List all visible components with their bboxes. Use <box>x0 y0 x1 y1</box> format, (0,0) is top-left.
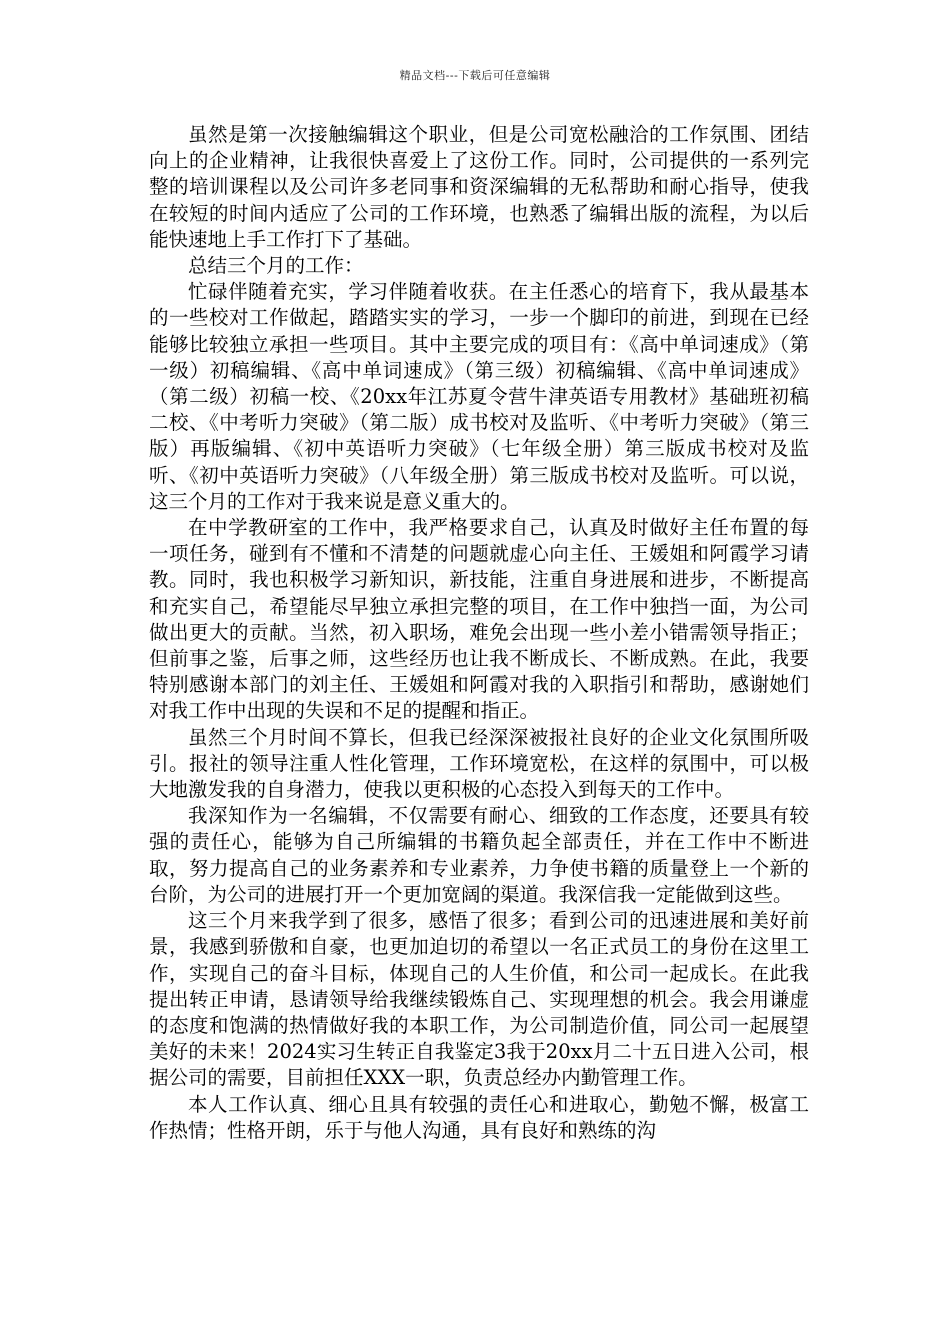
paragraph: 总结三个月的工作： <box>188 254 364 278</box>
paragraph: 虽然三个月时间不算长，但我已经深深被报社良好的企业文化氛围所吸引。报社的领导注重人性化管理，工作环境宽松，在这样的氛围中，可以极大地激发我的自身潜力，使我以更积极的心态投入到每天的工作中。 <box>149 725 809 802</box>
paragraph: 虽然是第一次接触编辑这个职业，但是公司宽松融洽的工作氛围、团结向上的企业精神，让我很快喜爱上了这份工作。同时，公司提供的一系列完整的培训课程以及公司许多老同事和资深编辑的无私帮助和耐心指导，使我在较短的时间内适应了公司的工作环境，也熟悉了编辑出版的流程，为以后能快速地上手工作打下了基础。 <box>149 123 809 251</box>
paragraph: 我深知作为一名编辑，不仅需要有耐心、细致的工作态度，还要具有较强的责任心，能够为自己所编辑的书籍负起全部责任，并在工作中不断进取，努力提高自己的业务素养和专业素养，力争使书籍的质量登上一个新的台阶，为公司的进展打开一个更加宽阔的渠道。我深信我一定能做到这些。 <box>149 804 809 906</box>
paragraph: 这三个月来我学到了很多，感悟了很多；看到公司的迅速进展和美好前景，我感到骄傲和自豪，也更加迫切的希望以一名正式员工的身份在这里工作，实现自己的奋斗目标，体现自己的人生价值，和公司一起成长。在此我提出转正申请，恳请领导给我继续锻炼自己、实现理想的机会。我会用谦虚的态度和饱满的热情做好我的本职工作，为公司制造价值，同公司一起展望美好的未来！2024实习生转正自我鉴定3我于20xx月二十五日进入公司，根据公司的需要，目前担任XXX一职，负责总经办内勤管理工作。 <box>149 909 809 1090</box>
page-header: 精品文档---下载后可任意编辑 <box>399 69 551 82</box>
paragraph: 忙碌伴随着充实，学习伴随着收获。在主任悉心的培育下，我从最基本的一些校对工作做起，踏踏实实的学习，一步一个脚印的前进，到现在已经能够比较独立承担一些项目。其中主要完成的项目有：《高中单词速成》（第一级）初稿编辑、《高中单词速成》（第三级）初稿编辑、《高中单词速成》（第二级）初稿一校、《20xx年江苏夏令营牛津英语专用教材》基础班初稿二校、《中考听力突破》（第二版）成书校对及监听、《中考听力突破》（第三版）再版编辑、《初中英语听力突破》（七年级全册）第三版成书校对及监听、《初中英语听力突破》（八年级全册）第三版成书校对及监听。可以说，这三个月的工作对于我来说是意义重大的。 <box>149 280 809 513</box>
paragraph: 在中学教研室的工作中，我严格要求自己，认真及时做好主任布置的每一项任务，碰到有不懂和不清楚的问题就虚心向主任、王媛姐和阿霞学习请教。同时，我也积极学习新知识，新技能，注重自身进展和进步，不断提高和充实自己，希望能尽早独立承担完整的项目，在工作中独挡一面，为公司做出更大的贡献。当然，初入职场，难免会出现一些小差小错需领导指正；但前事之鉴，后事之师，这些经历也让我不断成长、不断成熟。在此，我要特别感谢本部门的刘主任、王媛姐和阿霞对我的入职指引和帮助，感谢她们对我工作中出现的失误和不足的提醒和指正。 <box>149 516 809 723</box>
document-body <box>149 122 809 1144</box>
paragraph: 本人工作认真、细心且具有较强的责任心和进取心，勤勉不懈，极富工作热情；性格开朗，乐于与他人沟通，具有良好和熟练的沟 <box>149 1092 809 1142</box>
